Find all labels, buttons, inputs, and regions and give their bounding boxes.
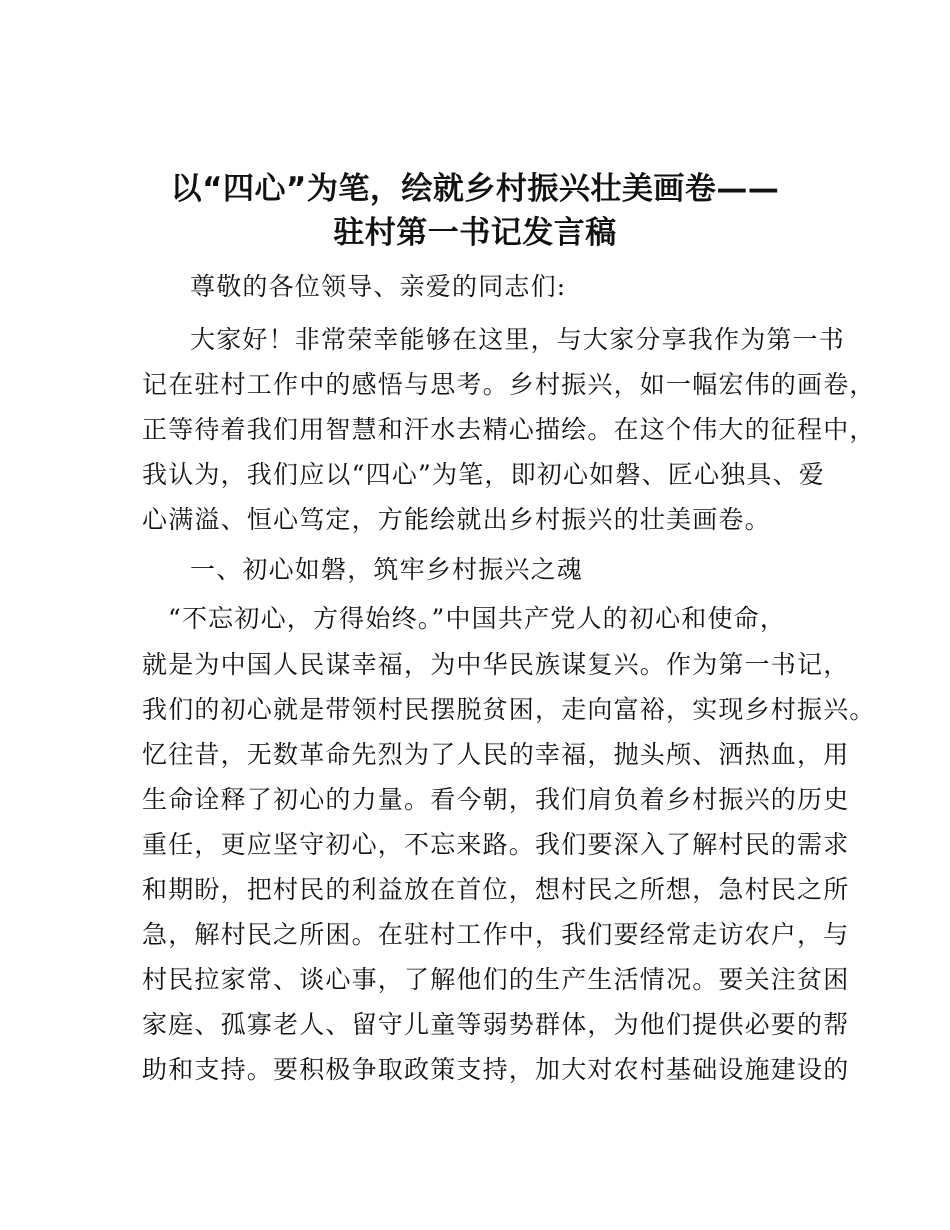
paragraph-2-line-10: 家庭、孤寡老人、留守儿童等弱势群体，为他们提供必要的帮 <box>142 1010 850 1039</box>
paragraph-2-line-6: 重任，更应坚守初心，不忘来路。我们要深入了解村民的需求 <box>142 830 850 859</box>
paragraph-2-line-11: 助和支持。要积极争取政策支持，加大对农村基础设施建设的 <box>142 1055 850 1084</box>
paragraph-2-line-7: 和期盼，把村民的利益放在首位，想村民之所想，急村民之所 <box>142 875 850 904</box>
title-line-2: 驻村第一书记发言稿 <box>333 215 617 251</box>
paragraph-1-line-4: 我认为，我们应以“四心”为笔，即初心如磐、匠心独具、爱 <box>142 460 825 489</box>
greeting: 尊敬的各位领导、亲爱的同志们: <box>190 272 567 301</box>
paragraph-2-line-1: “不忘初心，方得始终。”中国共产党人的初心和使命， <box>168 604 787 633</box>
paragraph-1-line-3: 正等待着我们用智慧和汗水去精心描绘。在这个伟大的征程中， <box>142 415 876 444</box>
paragraph-2-line-3: 我们的初心就是带领村民摆脱贫困，走向富裕，实现乡村振兴。 <box>142 695 876 724</box>
paragraph-2-line-5: 生命诠释了初心的力量。看今朝，我们肩负着乡村振兴的历史 <box>142 785 850 814</box>
paragraph-2-line-9: 村民拉家常、谈心事，了解他们的生产生活情况。要关注贫困 <box>142 965 850 994</box>
section-heading-1: 一、初心如磐，筑牢乡村振兴之魂 <box>190 555 584 584</box>
paragraph-2-line-4: 忆往昔，无数革命先烈为了人民的幸福，抛头颅、洒热血，用 <box>142 740 850 769</box>
paragraph-1-line-1: 大家好！非常荣幸能够在这里，与大家分享我作为第一书 <box>190 325 846 354</box>
title-line-1: 以“四心”为笔，绘就乡村振兴壮美画卷—— <box>170 171 780 207</box>
paragraph-2-line-2: 就是为中国人民谋幸福，为中华民族谋复兴。作为第一书记， <box>142 650 850 679</box>
paragraph-1-line-2: 记在驻村工作中的感悟与思考。乡村振兴，如一幅宏伟的画卷， <box>142 370 876 399</box>
paragraph-2-line-8: 急，解村民之所困。在驻村工作中，我们要经常走访农户，与 <box>142 920 850 949</box>
paragraph-1-line-5: 心满溢、恒心笃定，方能绘就出乡村振兴的壮美画卷。 <box>142 505 771 534</box>
